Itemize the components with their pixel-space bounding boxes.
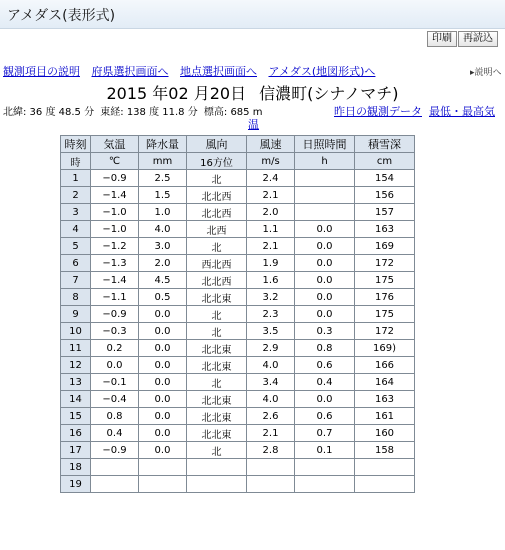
observation-date: 2015 年02 月20日 [106, 84, 247, 103]
cell-snow-depth: 158 [355, 442, 415, 459]
altitude: 標高: 685 m [203, 107, 263, 118]
table-row [61, 187, 415, 204]
table-row [61, 255, 415, 272]
cell-precipitation: 1.0 [139, 204, 187, 221]
cell-sunshine: 0.4 [295, 374, 355, 391]
cell-temperature: −0.4 [91, 391, 139, 408]
units-row [61, 153, 415, 170]
cell-time: 11 [61, 340, 91, 357]
cell-sunshine [295, 170, 355, 187]
cell-sunshine: 0.7 [295, 425, 355, 442]
cell-precipitation: 0.0 [139, 408, 187, 425]
cell-wind-speed: 4.0 [247, 391, 295, 408]
cell-wind-speed: 1.1 [247, 221, 295, 238]
cell-temperature: −1.1 [91, 289, 139, 306]
cell-snow-depth [355, 476, 415, 493]
cell-wind-direction: 北北東 [187, 357, 247, 374]
cell-precipitation [139, 476, 187, 493]
longitude: 東経: 138 度 11.8 分 [100, 107, 198, 118]
latitude: 北緯: 36 度 48.5 分 [3, 107, 95, 118]
cell-precipitation: 0.0 [139, 323, 187, 340]
cell-temperature [91, 459, 139, 476]
cell-snow-depth: 160 [355, 425, 415, 442]
cell-snow-depth: 169 [355, 238, 415, 255]
cell-wind-direction: 北北東 [187, 340, 247, 357]
yesterday-data-link[interactable]: 昨日の観測データ [334, 105, 422, 118]
cell-wind-direction: 北北西 [187, 272, 247, 289]
cell-wind-direction: 北 [187, 238, 247, 255]
cell-sunshine [295, 187, 355, 204]
cell-time: 18 [61, 459, 91, 476]
cell-snow-depth: 172 [355, 323, 415, 340]
cell-snow-depth: 169) [355, 340, 415, 357]
cell-temperature: −0.3 [91, 323, 139, 340]
cell-sunshine: 0.3 [295, 323, 355, 340]
cell-temperature: −1.4 [91, 187, 139, 204]
nav-link-amedas-map[interactable]: アメダス(地図形式)へ [268, 65, 376, 78]
nav-link-prefecture-select[interactable]: 府県選択画面へ [91, 65, 169, 78]
cell-time: 10 [61, 323, 91, 340]
min-max-temp-link-wrap[interactable]: 温 [248, 118, 259, 131]
table-row [61, 204, 415, 221]
header-time: 時刻 [61, 136, 91, 153]
cell-precipitation: 2.5 [139, 170, 187, 187]
cell-wind-speed: 3.2 [247, 289, 295, 306]
cell-wind-direction: 北北西 [187, 204, 247, 221]
cell-temperature: −1.0 [91, 204, 139, 221]
cell-sunshine: 0.8 [295, 340, 355, 357]
cell-time: 3 [61, 204, 91, 221]
cell-sunshine: 0.0 [295, 238, 355, 255]
cell-snow-depth: 163 [355, 391, 415, 408]
cell-snow-depth: 156 [355, 187, 415, 204]
cell-wind-speed: 3.4 [247, 374, 295, 391]
table-row [61, 442, 415, 459]
cell-wind-speed: 4.0 [247, 357, 295, 374]
table-row [61, 476, 415, 493]
cell-wind-speed: 3.5 [247, 323, 295, 340]
cell-wind-direction: 北北西 [187, 187, 247, 204]
header-wind-direction: 風向 [187, 136, 247, 153]
cell-wind-speed: 2.8 [247, 442, 295, 459]
cell-time: 2 [61, 187, 91, 204]
cell-time: 7 [61, 272, 91, 289]
cell-sunshine: 0.6 [295, 408, 355, 425]
cell-wind-speed: 2.1 [247, 238, 295, 255]
cell-wind-speed: 2.9 [247, 340, 295, 357]
cell-temperature: −0.9 [91, 442, 139, 459]
cell-sunshine [295, 476, 355, 493]
header-precipitation: 降水量 [139, 136, 187, 153]
cell-snow-depth: 175 [355, 272, 415, 289]
cell-wind-direction: 北北東 [187, 408, 247, 425]
table-row [61, 391, 415, 408]
cell-snow-depth: 176 [355, 289, 415, 306]
cell-time: 6 [61, 255, 91, 272]
cell-time: 17 [61, 442, 91, 459]
cell-wind-speed: 2.1 [247, 187, 295, 204]
cell-sunshine: 0.0 [295, 391, 355, 408]
nav-link-station-select[interactable]: 地点選択画面へ [180, 65, 257, 78]
cell-temperature: −1.2 [91, 238, 139, 255]
cell-precipitation: 0.0 [139, 357, 187, 374]
cell-wind-speed: 2.0 [247, 204, 295, 221]
station-name: 信濃町(シナノマチ) [259, 84, 399, 103]
table-row [61, 323, 415, 340]
cell-snow-depth: 163 [355, 221, 415, 238]
cell-wind-speed [247, 476, 295, 493]
cell-precipitation: 1.5 [139, 187, 187, 204]
cell-wind-direction: 北北東 [187, 425, 247, 442]
cell-sunshine: 0.0 [295, 221, 355, 238]
cell-precipitation [139, 459, 187, 476]
unit-wind-speed: m/s [247, 153, 295, 170]
app-title: アメダス(表形式) [7, 8, 116, 24]
cell-temperature: 0.0 [91, 357, 139, 374]
cell-time: 8 [61, 289, 91, 306]
cell-precipitation: 0.0 [139, 374, 187, 391]
cell-temperature: −1.3 [91, 255, 139, 272]
cell-temperature: −0.1 [91, 374, 139, 391]
cell-precipitation: 0.0 [139, 306, 187, 323]
cell-wind-speed: 2.6 [247, 408, 295, 425]
cell-sunshine: 0.0 [295, 272, 355, 289]
cell-sunshine: 0.0 [295, 255, 355, 272]
reload-button[interactable]: 再読込 [458, 31, 498, 47]
cell-temperature: −1.4 [91, 272, 139, 289]
cell-wind-speed [247, 459, 295, 476]
cell-snow-depth: 161 [355, 408, 415, 425]
cell-temperature: 0.8 [91, 408, 139, 425]
cell-precipitation: 0.0 [139, 442, 187, 459]
cell-precipitation: 2.0 [139, 255, 187, 272]
cell-time: 9 [61, 306, 91, 323]
table-body [61, 170, 415, 493]
table-row [61, 306, 415, 323]
cell-precipitation: 3.0 [139, 238, 187, 255]
page-heading [0, 81, 505, 104]
cell-temperature: −1.0 [91, 221, 139, 238]
cell-wind-speed: 2.3 [247, 306, 295, 323]
cell-wind-direction: 北 [187, 170, 247, 187]
cell-wind-direction: 北北東 [187, 289, 247, 306]
nav-link-item-explanation[interactable]: 観測項目の説明 [3, 65, 80, 78]
unit-snow-depth: cm [355, 153, 415, 170]
cell-snow-depth: 166 [355, 357, 415, 374]
cell-precipitation: 0.0 [139, 425, 187, 442]
cell-wind-direction: 北北東 [187, 391, 247, 408]
unit-precipitation: mm [139, 153, 187, 170]
table-row [61, 459, 415, 476]
cell-sunshine: 0.0 [295, 306, 355, 323]
cell-wind-direction: 北 [187, 306, 247, 323]
cell-time: 13 [61, 374, 91, 391]
cell-wind-direction: 西北西 [187, 255, 247, 272]
cell-snow-depth: 157 [355, 204, 415, 221]
cell-sunshine: 0.0 [295, 289, 355, 306]
cell-sunshine [295, 204, 355, 221]
cell-precipitation: 0.0 [139, 391, 187, 408]
unit-sunshine: h [295, 153, 355, 170]
title-bar [0, 0, 505, 29]
header-wind-speed: 風速 [247, 136, 295, 153]
cell-snow-depth [355, 459, 415, 476]
cell-wind-direction: 北 [187, 323, 247, 340]
cell-snow-depth: 164 [355, 374, 415, 391]
header-snow-depth: 積雪深 [355, 136, 415, 153]
cell-wind-direction: 北西 [187, 221, 247, 238]
observation-table [60, 135, 415, 493]
cell-temperature: 0.4 [91, 425, 139, 442]
cell-time: 16 [61, 425, 91, 442]
cell-sunshine: 0.1 [295, 442, 355, 459]
cell-wind-speed: 2.1 [247, 425, 295, 442]
table-row [61, 374, 415, 391]
cell-wind-speed: 2.4 [247, 170, 295, 187]
cell-time: 12 [61, 357, 91, 374]
cell-time: 5 [61, 238, 91, 255]
cell-wind-direction [187, 476, 247, 493]
cell-snow-depth: 172 [355, 255, 415, 272]
cell-snow-depth: 154 [355, 170, 415, 187]
nav-links [3, 63, 383, 79]
table-row [61, 238, 415, 255]
cell-sunshine: 0.6 [295, 357, 355, 374]
header-sunshine: 日照時間 [295, 136, 355, 153]
cell-precipitation: 4.0 [139, 221, 187, 238]
cell-precipitation: 4.5 [139, 272, 187, 289]
cell-time: 1 [61, 170, 91, 187]
cell-precipitation: 0.5 [139, 289, 187, 306]
cell-time: 4 [61, 221, 91, 238]
cell-wind-speed: 1.9 [247, 255, 295, 272]
unit-wind-direction: 16方位 [187, 153, 247, 170]
cell-time: 19 [61, 476, 91, 493]
table-row [61, 340, 415, 357]
station-coordinates [3, 103, 265, 118]
cell-temperature [91, 476, 139, 493]
cell-temperature: −0.9 [91, 306, 139, 323]
table-row [61, 357, 415, 374]
cell-snow-depth: 175 [355, 306, 415, 323]
cell-wind-direction: 北 [187, 374, 247, 391]
cell-temperature: 0.2 [91, 340, 139, 357]
print-button[interactable]: 印刷 [427, 31, 457, 47]
cell-temperature: −0.9 [91, 170, 139, 187]
header-temperature: 気温 [91, 136, 139, 153]
unit-temperature: ℃ [91, 153, 139, 170]
unit-time: 時 [61, 153, 91, 170]
table-row [61, 221, 415, 238]
table-row [61, 170, 415, 187]
table-row [61, 408, 415, 425]
cell-sunshine [295, 459, 355, 476]
explain-link[interactable]: ▸説明へ [470, 68, 502, 78]
cell-time: 15 [61, 408, 91, 425]
table-row [61, 272, 415, 289]
cell-time: 14 [61, 391, 91, 408]
cell-wind-direction: 北 [187, 442, 247, 459]
cell-precipitation: 0.0 [139, 340, 187, 357]
header-row [61, 136, 415, 153]
table-row [61, 425, 415, 442]
table-row [61, 289, 415, 306]
cell-wind-direction [187, 459, 247, 476]
cell-wind-speed: 1.6 [247, 272, 295, 289]
min-max-temp-link[interactable]: 最低・最高気 [429, 105, 495, 118]
